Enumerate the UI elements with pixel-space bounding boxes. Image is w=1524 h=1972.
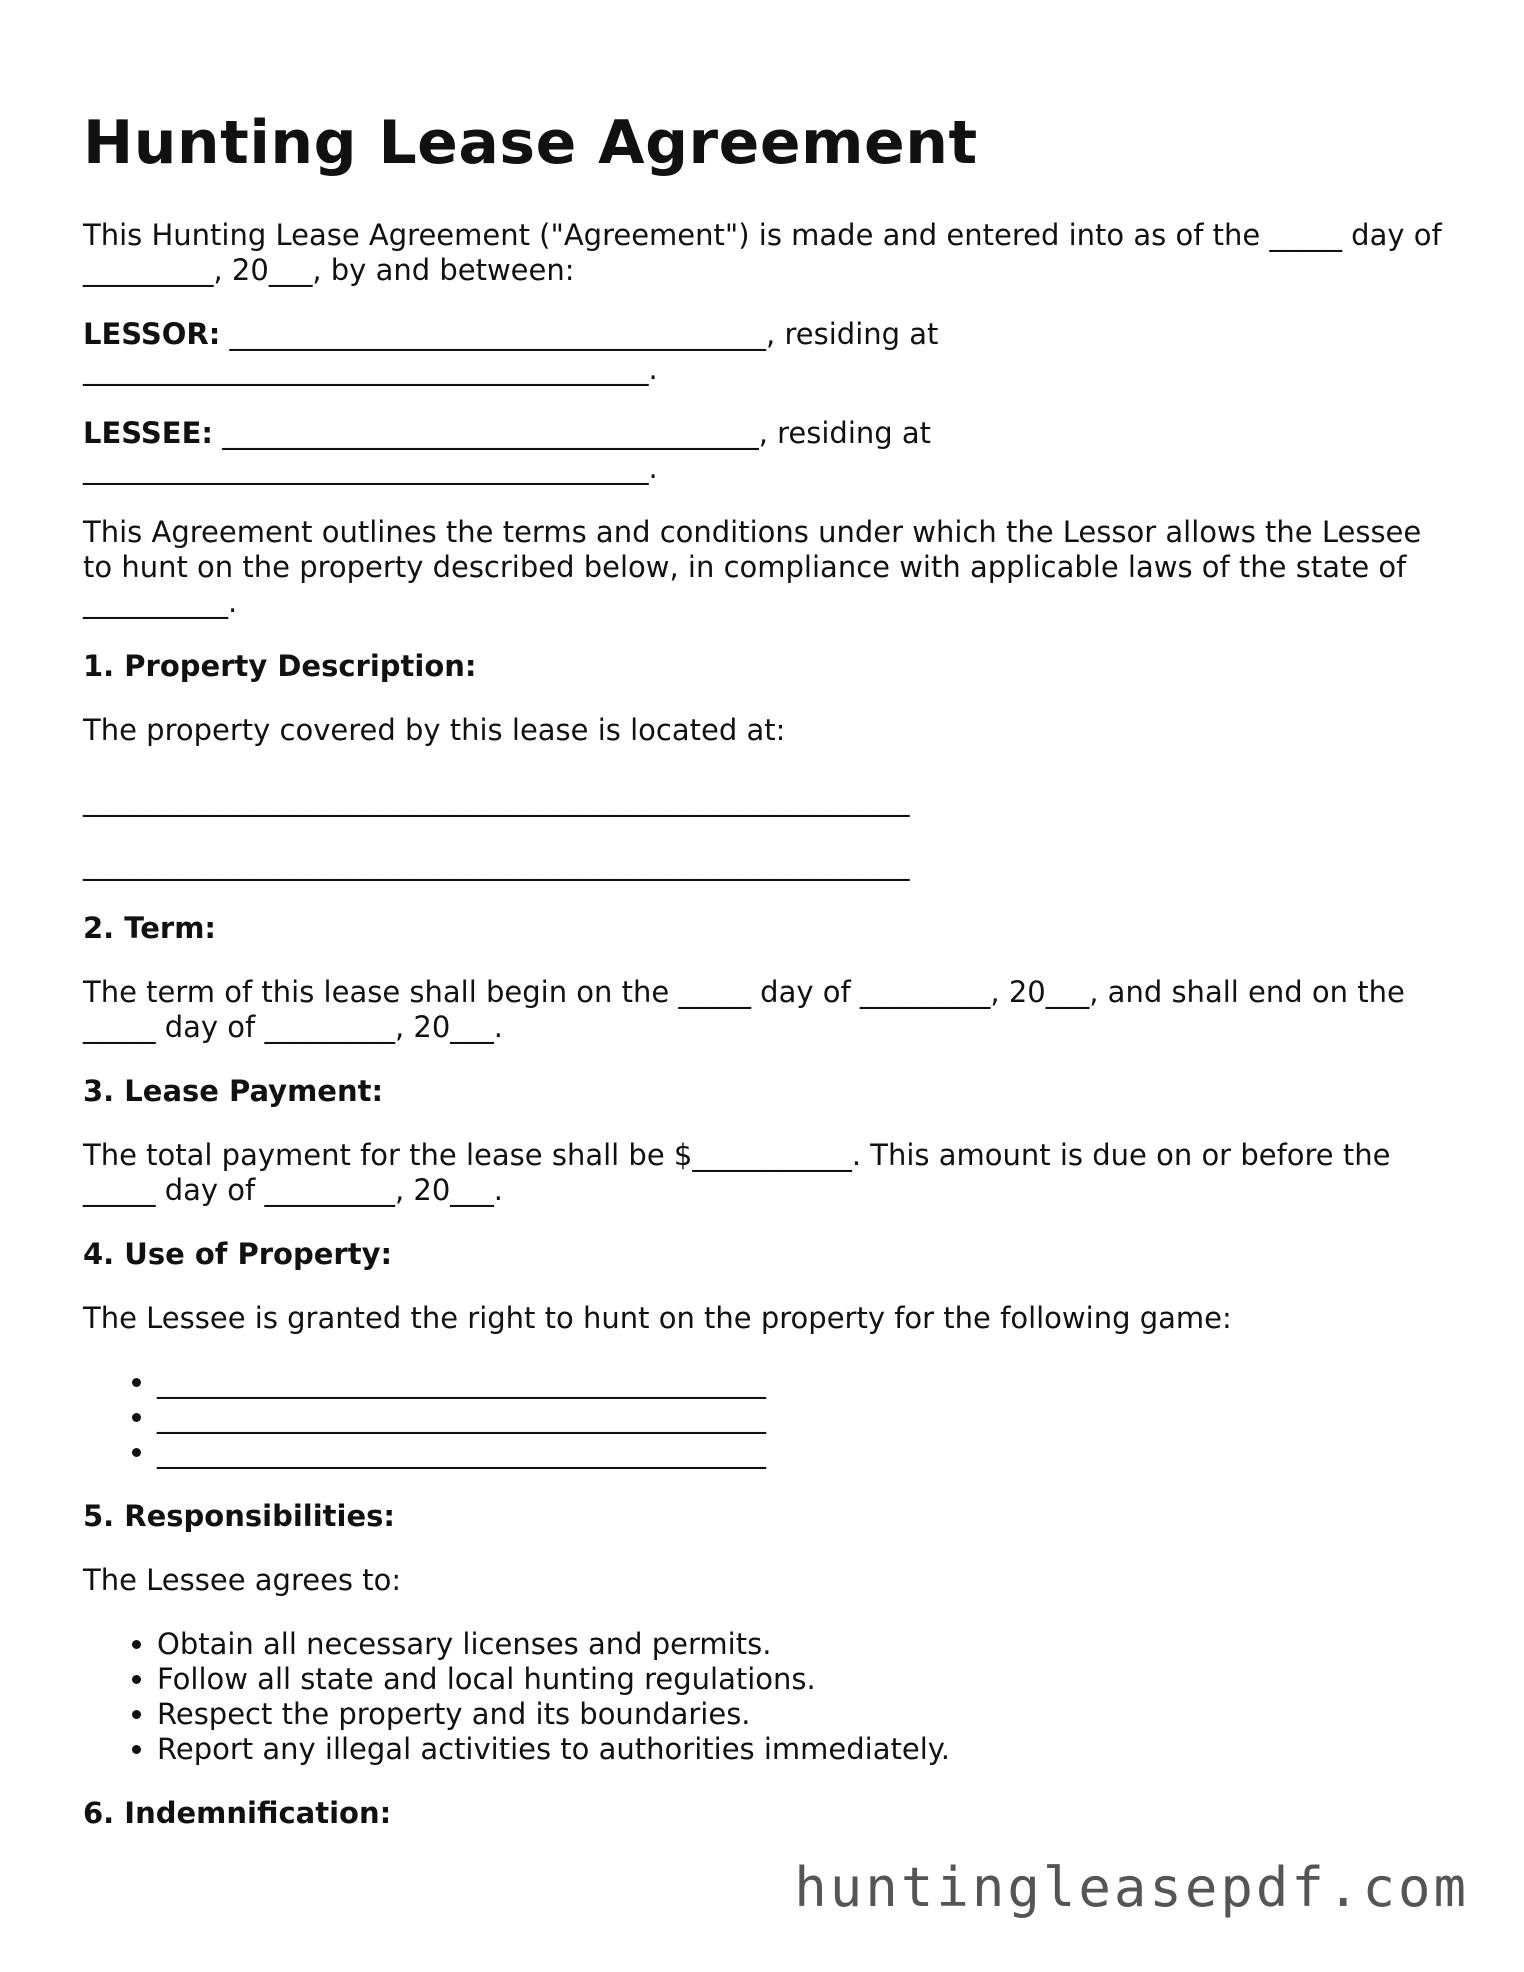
property-heading: 1. Property Description: (83, 649, 477, 683)
payment-text: The total payment for the lease shall be $___________. This amount is due on or before the _____ day of _________, 20___. (83, 1138, 1400, 1207)
list-item: • Respect the property and its boundaries. (157, 1697, 1443, 1732)
property-address-line-2: _________________________________________________________ (83, 847, 910, 881)
responsibilities-text: The Lessee agrees to: (83, 1563, 402, 1597)
use-heading: 4. Use of Property: (83, 1237, 393, 1271)
lessor-line (83, 317, 1443, 387)
list-item: • Report any illegal activities to authorities immediately. (157, 1732, 1443, 1767)
lessee-line (83, 416, 1443, 486)
list-item: • __________________________________________ (157, 1365, 1443, 1400)
list-item: • Follow all state and local hunting regulations. (157, 1662, 1443, 1697)
lessee-text: _____________________________________, residing at _______________________________________. (83, 416, 941, 485)
term-text: The term of this lease shall begin on the _____ day of _________, 20___, and shall end on the _____ day of _________, 20___. (83, 975, 1415, 1044)
term-heading: 2. Term: (83, 911, 217, 945)
property-address-line-1: _________________________________________________________ (83, 783, 910, 817)
list-item: • __________________________________________ (157, 1400, 1443, 1435)
payment-heading: 3. Lease Payment: (83, 1074, 384, 1108)
property-text: The property covered by this lease is located at: (83, 713, 786, 747)
responsibilities-heading: 5. Responsibilities: (83, 1499, 395, 1533)
lessee-label: LESSEE: (83, 416, 213, 450)
purpose-paragraph: This Agreement outlines the terms and conditions under which the Lessor allows the Lessee to hunt on the property described below, in compliance with applicable laws of the state of __________. (83, 515, 1431, 619)
intro-paragraph: This Hunting Lease Agreement ("Agreement") is made and entered into as of the _____ day of _________, 20___, by and between: (83, 218, 1451, 287)
document-title: Hunting Lease Agreement (83, 108, 978, 178)
game-list (83, 1365, 1443, 1470)
use-text: The Lessee is granted the right to hunt on the property for the following game: (83, 1301, 1232, 1335)
watermark: huntingleasepdf.com (794, 1856, 1469, 1919)
lessor-text: _____________________________________, residing at _______________________________________. (83, 317, 948, 386)
list-item: • Obtain all necessary licenses and permits. (157, 1627, 1443, 1662)
list-item: • __________________________________________ (157, 1435, 1443, 1470)
responsibilities-list (83, 1627, 1443, 1767)
document-page (83, 108, 1451, 1860)
indemnification-heading: 6. Indemnification: (83, 1796, 392, 1830)
lessor-label: LESSOR: (83, 317, 221, 351)
